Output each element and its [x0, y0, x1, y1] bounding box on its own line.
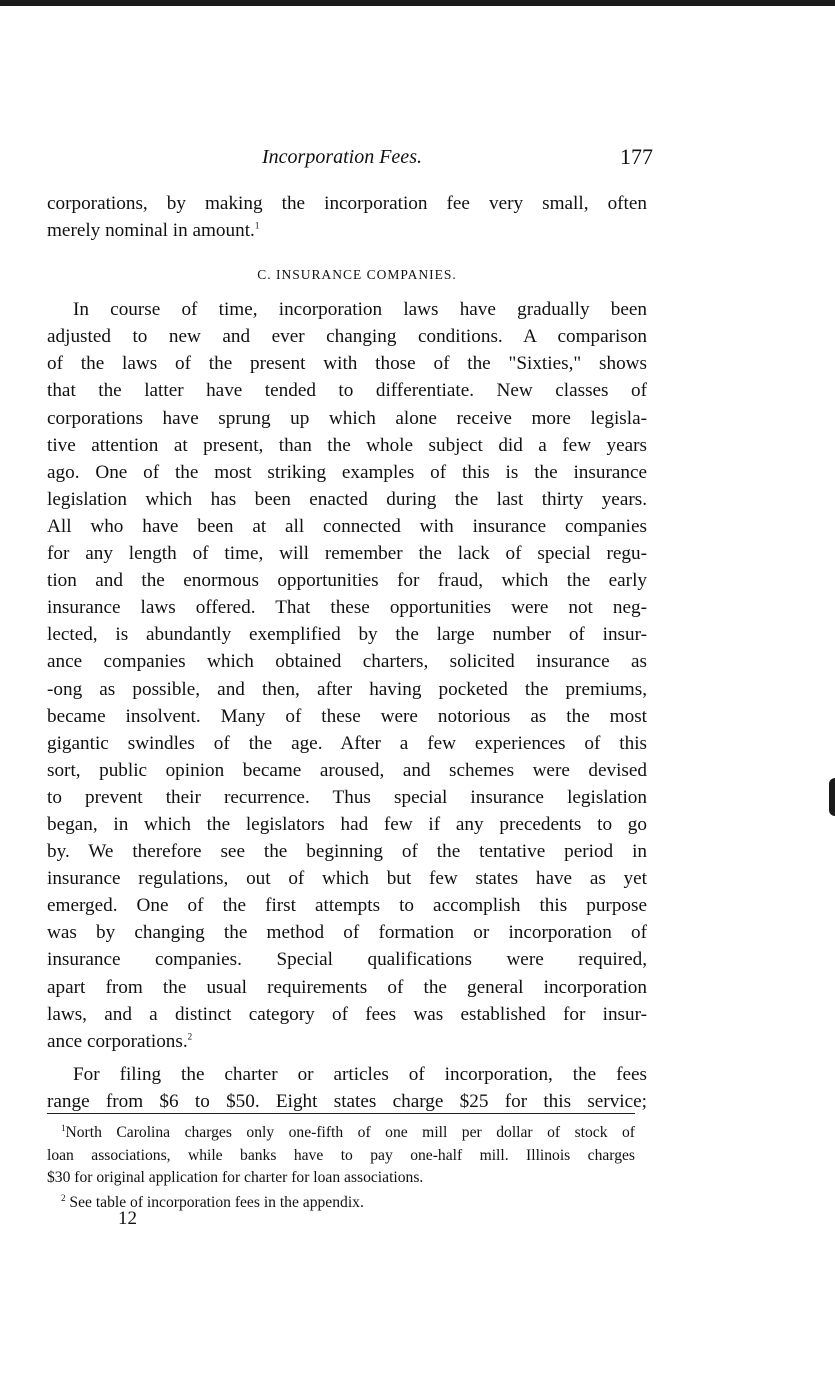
paragraph-line: insurance laws offered. That these opportunities were not neg- — [47, 597, 647, 619]
footnote-1-line: $30 for original application for charter for loan associations. — [47, 1169, 424, 1186]
paragraph-line: sort, public opinion became aroused, and schemes were devised — [47, 759, 647, 781]
paragraph-line: lected, is abundantly exemplified by the large number of insur- — [47, 624, 647, 646]
paragraph-line: -ong as possible, and then, after having pocketed the premiums, — [47, 678, 647, 700]
paragraph-line: was by changing the method of formation or incorporation of — [47, 922, 647, 944]
paragraph-line: In course of time, incorporation laws have gradually been — [73, 299, 647, 321]
paragraph-line: corporations have sprung up which alone receive more legisla- — [47, 407, 647, 429]
paragraph-line: tive attention at present, than the whole subject did a few years — [47, 434, 647, 456]
paragraph-line: legislation which has been enacted during the last thirty years. — [47, 488, 647, 510]
footnotes — [47, 1122, 635, 1214]
footnote-ref-1[interactable]: 1 — [254, 220, 260, 231]
paragraph-line: to prevent their recurrence. Thus special insurance legislation — [47, 786, 647, 808]
intro-line-last: merely nominal in amount.$^1$ — [47, 220, 260, 242]
page-number: 177 — [620, 144, 653, 169]
footnote-1-line: loan associations, while banks have to pay one-half mill. Illinois charges — [47, 1146, 635, 1164]
paragraph-line: range from $6 to $50. Eight states charge $25 for this service; — [47, 1090, 647, 1112]
running-title: Incorporation Fees. — [262, 146, 422, 168]
page-header — [50, 142, 653, 176]
footnote-1-marker: 1 — [61, 1122, 66, 1133]
footnote-ref-2[interactable]: 2 — [187, 1031, 193, 1042]
footnote-divider — [47, 1113, 635, 1114]
paragraph-line: All who have been at all connected with insurance companies — [47, 515, 647, 537]
paragraph-line: tion and the enormous opportunities for fraud, which the early — [47, 570, 647, 592]
paragraph-line: of the laws of the present with those of the "Sixties," shows — [47, 353, 647, 375]
paragraph-line: insurance regulations, out of which but few states have as yet — [47, 868, 647, 890]
paragraph-line: apart from the usual requirements of the general incorporation — [47, 976, 647, 998]
paragraph-line: adjusted to new and ever changing conditions. A comparison — [47, 326, 647, 348]
intro-line: corporations, by making the incorporation fee very small, often — [47, 193, 647, 214]
paragraph-line: gigantic swindles of the age. After a few experiences of this — [47, 732, 647, 754]
paragraph-line: that the latter have tended to differentiate. New classes of — [47, 380, 647, 402]
paragraph-line: began, in which the legislators had few if any precedents to go — [47, 813, 647, 835]
footnote-2-marker: 2 — [61, 1192, 66, 1203]
paragraph-line: insurance companies. Special qualifications were required, — [47, 949, 647, 971]
paragraph-line: ago. One of the most striking examples of this is the insurance — [47, 461, 647, 483]
paragraph-line: emerged. One of the first attempts to accomplish this purpose — [47, 895, 647, 917]
paragraph-line: by. We therefore see the beginning of the tentative period in — [47, 841, 647, 863]
signature-mark: 12 — [118, 1208, 137, 1229]
footnote-2-line: $^2$ See table of incorporation fees in the appendix. — [61, 1192, 364, 1211]
paragraph-line: became insolvent. Many of these were notorious as the most — [47, 705, 647, 727]
paragraph-line: for any length of time, will remember the lack of special regu- — [47, 543, 647, 565]
scan-edge-mark — [829, 778, 835, 816]
paragraph-line-last: ance corporations.$^2$ — [47, 1030, 193, 1052]
footnote-1-line: $^1$North Carolina charges only one-fifth of one mill per dollar of stock of — [61, 1122, 635, 1141]
section-heading: C. INSURANCE COMPANIES. — [257, 267, 457, 283]
paragraph-line: laws, and a distinct category of fees was established for insur- — [47, 1003, 647, 1025]
top-scan-border — [0, 0, 835, 6]
paragraph-line: ance companies which obtained charters, solicited insurance as — [47, 651, 647, 673]
main-text — [47, 190, 647, 1115]
paragraph-line: For filing the charter or articles of incorporation, the fees — [73, 1063, 647, 1085]
